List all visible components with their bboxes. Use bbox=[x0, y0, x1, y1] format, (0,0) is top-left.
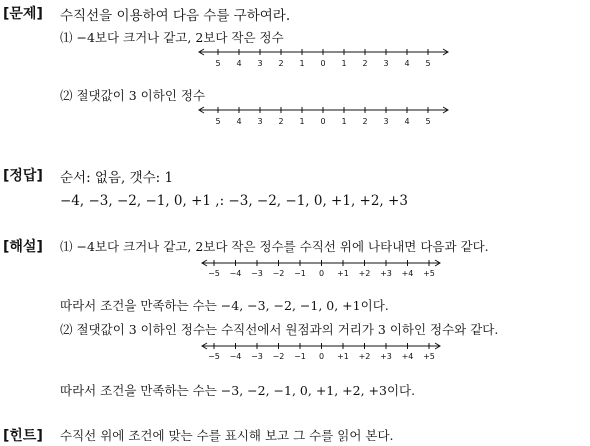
hint-tag: [힌트] bbox=[3, 428, 43, 444]
tick-label: 3 bbox=[383, 59, 389, 68]
problem-tag: [문제] bbox=[3, 6, 43, 22]
tick-label: +3 bbox=[380, 269, 392, 278]
solution-tag: [해설] bbox=[3, 239, 43, 255]
tick-label: +4 bbox=[401, 269, 414, 278]
tick-label: 2 bbox=[362, 59, 368, 68]
problem-number-line-2 bbox=[198, 106, 452, 130]
solution-number-line-1 bbox=[200, 258, 444, 282]
solution-s1: ⑴ −4보다 크거나 같고, 2보다 작은 정수를 수직선 위에 나타내면 다음과 같다. bbox=[60, 239, 489, 254]
tick-label: 0 bbox=[318, 352, 325, 361]
tick-label: 5 bbox=[215, 59, 221, 68]
tick-label: −5 bbox=[208, 269, 220, 278]
tick-label: −3 bbox=[251, 269, 263, 278]
tick-label: −4 bbox=[229, 269, 242, 278]
tick-label: 2 bbox=[278, 117, 284, 126]
tick-label: +5 bbox=[423, 352, 435, 361]
tick-label: 3 bbox=[257, 117, 263, 126]
tick-label: 5 bbox=[425, 117, 431, 126]
tick-label: 2 bbox=[278, 59, 284, 68]
solution-s1-conclusion: 따라서 조건을 만족하는 수는 −4, −3, −2, −1, 0, +1이다. bbox=[60, 298, 389, 313]
tick-label: +1 bbox=[337, 352, 349, 361]
solution-s2-conclusion: 따라서 조건을 만족하는 수는 −3, −2, −1, 0, +1, +2, +3이다. bbox=[60, 383, 416, 398]
tick-label: 1 bbox=[341, 117, 347, 126]
tick-label: −2 bbox=[272, 352, 285, 361]
tick-label: 5 bbox=[425, 59, 431, 68]
problem-q2: ⑵ 절댓값이 3 이하인 정수 bbox=[60, 88, 206, 103]
tick-label: 4 bbox=[236, 117, 242, 126]
tick-label: +3 bbox=[380, 352, 392, 361]
problem-number-line-1 bbox=[198, 48, 452, 72]
answer-line2: −4, −3, −2, −1, 0, +1 ,: −3, −2, −1, 0, +1, +2, +3 bbox=[60, 193, 408, 209]
tick-label: 1 bbox=[299, 117, 305, 126]
tick-label: 3 bbox=[257, 59, 263, 68]
tick-label: −1 bbox=[294, 352, 306, 361]
tick-label: +2 bbox=[358, 352, 371, 361]
tick-label: −1 bbox=[294, 269, 306, 278]
answer-tag: [정답] bbox=[3, 168, 43, 184]
problem-q1: ⑴ −4보다 크거나 같고, 2보다 작은 정수 bbox=[60, 30, 284, 45]
tick-label: 0 bbox=[318, 269, 325, 278]
tick-label: 4 bbox=[236, 59, 242, 68]
tick-label: −5 bbox=[208, 352, 220, 361]
tick-label: 1 bbox=[341, 59, 347, 68]
tick-label: 5 bbox=[215, 117, 221, 126]
tick-label: +1 bbox=[337, 269, 349, 278]
problem-instruction: 수직선을 이용하여 다음 수를 구하여라. bbox=[60, 8, 291, 24]
tick-label: −4 bbox=[229, 352, 242, 361]
solution-number-line-2 bbox=[200, 341, 444, 365]
tick-label: 0 bbox=[320, 117, 326, 126]
tick-label: +5 bbox=[423, 269, 435, 278]
tick-label: 2 bbox=[362, 117, 368, 126]
solution-s2: ⑵ 절댓값이 3 이하인 정수는 수직선에서 원점과의 거리가 3 이하인 정수와 같다. bbox=[60, 322, 499, 337]
tick-label: +2 bbox=[358, 269, 371, 278]
tick-label: 3 bbox=[383, 117, 389, 126]
tick-label: +4 bbox=[401, 352, 414, 361]
tick-label: 4 bbox=[404, 59, 410, 68]
tick-label: −2 bbox=[272, 269, 285, 278]
tick-label: −3 bbox=[251, 352, 263, 361]
tick-label: 1 bbox=[299, 59, 305, 68]
tick-label: 4 bbox=[404, 117, 410, 126]
answer-line1: 순서: 없음, 갯수: 1 bbox=[60, 170, 174, 186]
tick-label: 0 bbox=[320, 59, 326, 68]
hint-text: 수직선 위에 조건에 맞는 수를 표시해 보고 그 수를 읽어 본다. bbox=[60, 428, 394, 443]
